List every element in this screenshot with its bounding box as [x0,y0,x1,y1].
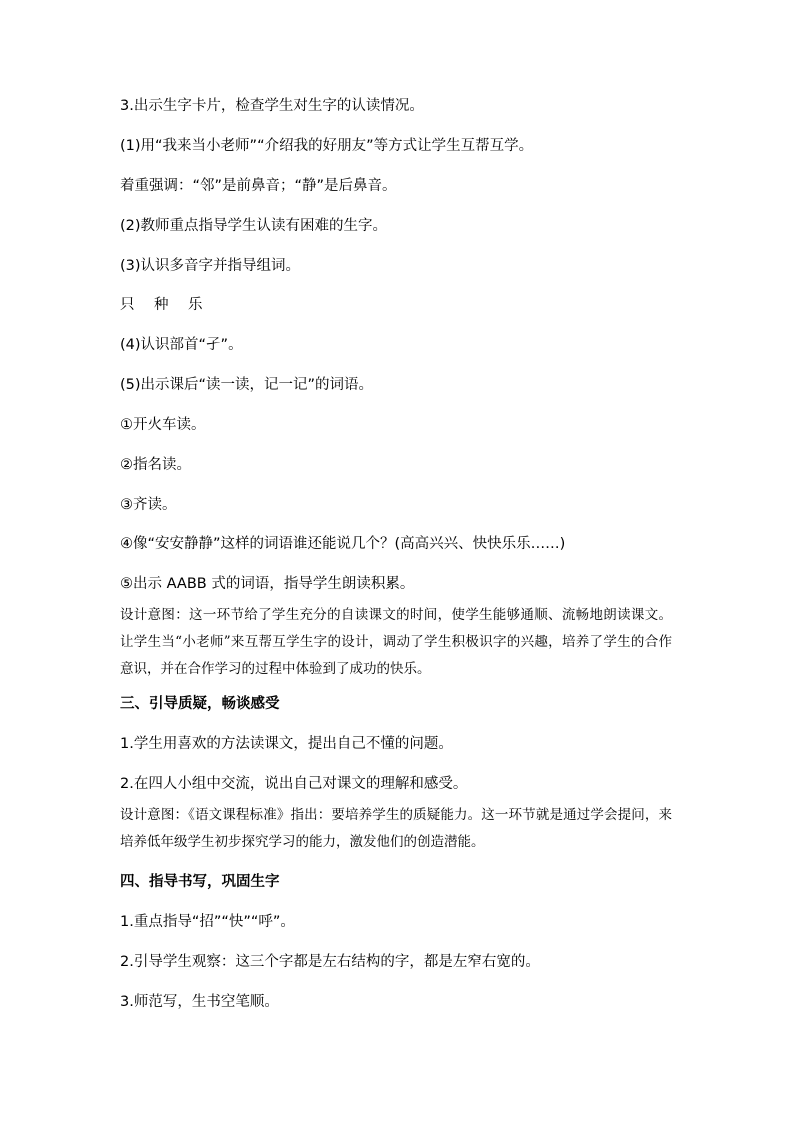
paragraph-pronunciation: 着重强调：“邻”是前鼻音；“静”是后鼻音。 [120,178,397,194]
list-item-named-reading: ②指名读。 [120,457,191,473]
design-intent-note-2: 设计意图：《语文课程标准》指出：要培养学生的质疑能力。这一环节就是通过学会提问，来培养低年级学生初步探究学习的能力，激发他们的创造潜能。 [120,807,672,850]
list-item-aabb: ⑤出示 AABB 式的词语，指导学生朗读积累。 [120,576,415,592]
paragraph-read-aloud: 1.学生用喜欢的方法读课文，提出自己不懂的问题。 [120,736,453,752]
polyphonic-char: 乐 [188,297,203,313]
paragraph-key-characters: 1.重点指导“招”“快”“呼”。 [120,914,295,930]
paragraph-teacher-guide: (2)教师重点指导学生认读有困难的生字。 [120,218,388,234]
paragraph-polyphonic: (3)认识多音字并指导组词。 [120,258,301,274]
paragraph-peer-learning: (1)用“我来当小老师”“介绍我的好朋友”等方式让学生互帮互学。 [120,138,534,154]
polyphonic-char: 只 [120,297,135,313]
section-heading-3: 三、引导质疑，畅谈感受 [120,696,280,712]
list-item-train-reading: ①开火车读。 [120,417,206,433]
paragraph-stroke-order: 3.师范写，生书空笔顺。 [120,994,279,1010]
paragraph-flashcards: 3.出示生字卡片，检查学生对生字的认读情况。 [120,98,424,114]
polyphonic-char: 种 [154,297,169,313]
paragraph-structure: 2.引导学生观察：这三个字都是左右结构的字，都是左窄右宽的。 [120,954,540,970]
design-intent-note-1: 设计意图：这一环节给了学生充分的自读课文的时间，使学生能够通顺、流畅地朗读课文。让学生当“小老师”来互帮互学生字的设计，调动了学生积极识字的兴趣，培养了学生的合作意识，并在合作学习的过程中体验到了成功的快乐。 [120,607,672,677]
paragraph-word-list: (5)出示课后“读一读，记一记”的词语。 [120,377,374,393]
polyphonic-characters [120,295,222,315]
list-item-choral-reading: ③齐读。 [120,497,177,513]
list-item-more-words: ④像“安安静静”这样的词语谁还能说几个？(高高兴兴、快快乐乐……) [120,536,566,552]
section-heading-4: 四、指导书写，巩固生字 [120,874,280,890]
paragraph-radical: (4)认识部首“孑”。 [120,337,243,353]
paragraph-group-discussion: 2.在四人小组中交流，说出自己对课文的理解和感受。 [120,776,468,792]
